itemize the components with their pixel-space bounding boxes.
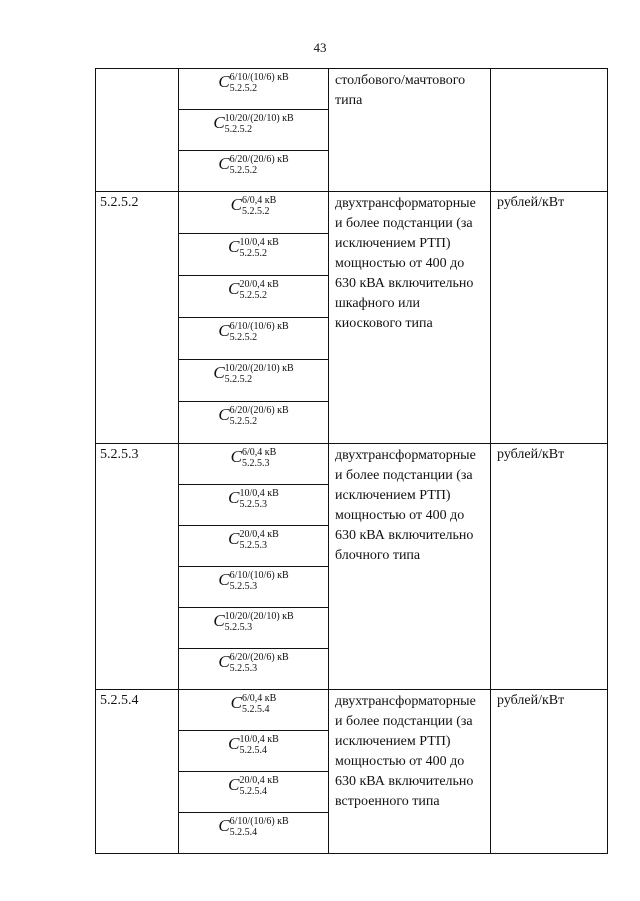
formula-subscript: 5.2.5.4	[239, 745, 268, 756]
formula-symbol	[231, 693, 277, 715]
rate-formula	[179, 813, 329, 854]
formula-symbol	[213, 113, 293, 135]
rate-formula	[179, 234, 329, 276]
table-row	[96, 192, 608, 234]
tariff-table	[95, 68, 608, 854]
formula-subscript: 5.2.5.4	[242, 704, 270, 715]
formula-subscript: 5.2.5.2	[224, 374, 253, 385]
formula-symbol	[228, 279, 279, 301]
formula-symbol	[231, 447, 277, 469]
formula-base: C	[218, 816, 230, 835]
formula-superscript: 6/0,4 кВ	[242, 195, 277, 206]
formula-superscript: 6/10/(10/6) кВ	[229, 72, 289, 83]
formula-base: C	[218, 321, 230, 340]
formula-superscript: 6/20/(20/6) кВ	[229, 652, 289, 663]
formula-base: C	[218, 405, 230, 424]
item-unit: рублей/кВт	[491, 192, 608, 444]
rate-formula	[179, 360, 329, 402]
formula-subscript: 5.2.5.2	[229, 416, 258, 427]
formula-superscript: 6/10/(10/6) кВ	[229, 321, 289, 332]
formula-symbol	[218, 154, 288, 176]
formula-subscript: 5.2.5.2	[239, 290, 268, 301]
formula-superscript: 20/0,4 кВ	[239, 775, 279, 786]
rate-formula	[179, 444, 329, 485]
rate-formula	[179, 318, 329, 360]
formula-base: C	[213, 113, 225, 132]
formula-symbol	[218, 652, 288, 674]
formula-base: C	[228, 237, 240, 256]
formula-base: C	[218, 570, 230, 589]
formula-subscript: 5.2.5.3	[224, 622, 253, 633]
formula-base: C	[218, 154, 230, 173]
item-code	[96, 69, 179, 192]
table-row	[96, 69, 608, 110]
formula-superscript: 6/0,4 кВ	[242, 693, 277, 704]
formula-subscript: 5.2.5.2	[239, 248, 268, 259]
formula-base: C	[213, 363, 225, 382]
formula-subscript: 5.2.5.4	[229, 827, 258, 838]
formula-subscript: 5.2.5.3	[239, 540, 268, 551]
rate-formula	[179, 110, 329, 151]
formula-superscript: 6/10/(10/6) кВ	[229, 570, 289, 581]
item-description: двухтрансформаторные и более подстанции (за исключением РТП) мощностью от 400 до 630 кВА включительно шкафного или киоскового типа	[329, 192, 491, 444]
formula-subscript: 5.2.5.3	[229, 663, 258, 674]
formula-superscript: 6/20/(20/6) кВ	[229, 405, 289, 416]
formula-subscript: 5.2.5.2	[229, 332, 258, 343]
formula-base: C	[213, 611, 225, 630]
formula-symbol	[213, 363, 293, 385]
rate-formula	[179, 485, 329, 526]
table-row	[96, 690, 608, 731]
item-unit: рублей/кВт	[491, 444, 608, 690]
rate-formula	[179, 402, 329, 444]
formula-base: C	[230, 195, 243, 214]
rate-formula	[179, 608, 329, 649]
formula-superscript: 20/0,4 кВ	[239, 279, 279, 290]
formula-base: C	[230, 447, 243, 466]
item-description: двухтрансформаторные и более подстанции (за исключением РТП) мощностью от 400 до 630 кВА включительно встроенного типа	[329, 690, 491, 854]
formula-superscript: 6/20/(20/6) кВ	[229, 154, 289, 165]
item-unit	[491, 69, 608, 192]
formula-base: C	[228, 529, 240, 548]
formula-subscript: 5.2.5.2	[229, 165, 258, 176]
rate-formula	[179, 192, 329, 234]
formula-symbol	[213, 611, 293, 633]
rate-formula	[179, 731, 329, 772]
formula-superscript: 6/10/(10/6) кВ	[229, 816, 289, 827]
formula-base: C	[230, 693, 243, 712]
formula-superscript: 10/20/(20/10) кВ	[224, 113, 294, 124]
formula-base: C	[228, 734, 240, 753]
formula-base: C	[218, 72, 230, 91]
item-description: двухтрансформаторные и более подстанции (за исключением РТП) мощностью от 400 до 630 кВА включительно блочного типа	[329, 444, 491, 690]
formula-superscript: 10/0,4 кВ	[239, 734, 279, 745]
formula-symbol	[228, 734, 279, 756]
formula-superscript: 6/0,4 кВ	[242, 447, 277, 458]
item-code: 5.2.5.2	[96, 192, 179, 444]
formula-subscript: 5.2.5.3	[229, 581, 258, 592]
formula-symbol	[228, 488, 279, 510]
formula-subscript: 5.2.5.3	[239, 499, 268, 510]
formula-subscript: 5.2.5.2	[229, 83, 258, 94]
formula-base: C	[218, 652, 230, 671]
rate-formula	[179, 772, 329, 813]
formula-superscript: 20/0,4 кВ	[239, 529, 279, 540]
item-code: 5.2.5.3	[96, 444, 179, 690]
item-code: 5.2.5.4	[96, 690, 179, 854]
rate-formula	[179, 276, 329, 318]
formula-symbol	[228, 237, 279, 259]
formula-symbol	[231, 195, 277, 217]
rate-formula	[179, 690, 329, 731]
rate-formula	[179, 151, 329, 192]
formula-superscript: 10/20/(20/10) кВ	[224, 611, 294, 622]
formula-symbol	[228, 529, 279, 551]
formula-symbol	[218, 72, 288, 94]
formula-base: C	[228, 279, 240, 298]
formula-superscript: 10/0,4 кВ	[239, 237, 279, 248]
formula-subscript: 5.2.5.3	[242, 458, 270, 469]
item-unit: рублей/кВт	[491, 690, 608, 854]
formula-base: C	[228, 775, 240, 794]
formula-symbol	[218, 321, 288, 343]
formula-symbol	[228, 775, 279, 797]
tariff-table-body	[96, 69, 608, 854]
formula-superscript: 10/0,4 кВ	[239, 488, 279, 499]
formula-subscript: 5.2.5.4	[239, 786, 268, 797]
table-row	[96, 444, 608, 485]
formula-subscript: 5.2.5.2	[242, 206, 270, 217]
formula-superscript: 10/20/(20/10) кВ	[224, 363, 294, 374]
rate-formula	[179, 526, 329, 567]
formula-symbol	[218, 816, 288, 838]
formula-subscript: 5.2.5.2	[224, 124, 253, 135]
rate-formula	[179, 567, 329, 608]
formula-base: C	[228, 488, 240, 507]
rate-formula	[179, 69, 329, 110]
page-number: 43	[313, 40, 327, 55]
item-description: столбового/мачтового типа	[329, 69, 491, 192]
formula-symbol	[218, 570, 288, 592]
formula-symbol	[218, 405, 288, 427]
rate-formula	[179, 649, 329, 690]
